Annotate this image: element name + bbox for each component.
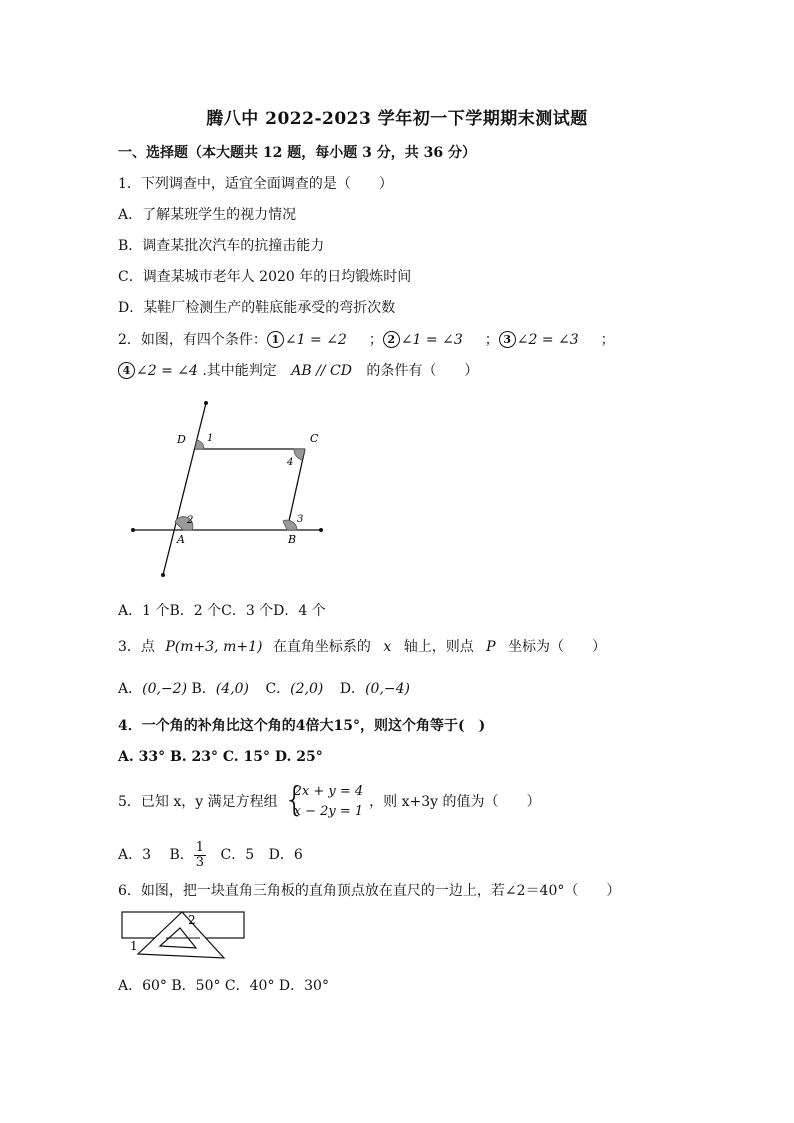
label-d: D bbox=[177, 433, 186, 446]
circled-number-2: 2 bbox=[383, 331, 400, 348]
label-a: A bbox=[177, 533, 185, 546]
q1-stem: 1．下列调查中，适宜全面调查的是（ ） bbox=[118, 176, 393, 192]
q3-c-label: C． bbox=[265, 681, 291, 697]
endpoint-dot bbox=[204, 401, 208, 405]
label-angle-1: 1 bbox=[207, 433, 214, 444]
q2-options: A．1 个B．2 个C．3 个D．4 个 bbox=[118, 603, 326, 619]
q5-stem bbox=[118, 782, 541, 822]
label-angle-3: 3 bbox=[297, 514, 304, 525]
q3-option-d: (0,−4) bbox=[365, 681, 410, 697]
q3-stem-start: 3．点 bbox=[118, 639, 155, 655]
triangle-outer bbox=[138, 912, 224, 958]
q3-d-label: D． bbox=[339, 681, 366, 697]
q3-stem bbox=[118, 637, 606, 657]
q2-stem-line1 bbox=[118, 330, 615, 350]
angle-3-mark bbox=[283, 520, 297, 530]
q3-point: P(m+3, m+1) bbox=[165, 639, 263, 655]
q5-equation-1: 2x + y = 4 bbox=[293, 784, 364, 799]
circled-number-4: 4 bbox=[118, 362, 135, 379]
q3-options bbox=[118, 679, 410, 699]
q3-option-b: (4,0) bbox=[215, 681, 249, 697]
q5-stem-start: 5．已知 x，y 满足方程组 bbox=[118, 794, 278, 810]
q2-condition-1: ∠1 = ∠2 bbox=[284, 332, 347, 348]
label-angle-2: 2 bbox=[188, 913, 196, 927]
endpoint-dot bbox=[131, 528, 135, 532]
q2-stem-end: 的条件有（ ） bbox=[366, 363, 479, 379]
q6-options: A．60° B．50° C．40° D．30° bbox=[118, 978, 329, 994]
q3-axis: x bbox=[383, 639, 392, 655]
fraction-numerator: 1 bbox=[195, 839, 205, 855]
endpoint-dot bbox=[319, 528, 323, 532]
q6-stem: 6．如图，把一块直角三角板的直角顶点放在直尺的一边上，若∠2＝40°（ ） bbox=[118, 883, 621, 899]
q4-stem: 4．一个角的补角比这个角的4倍大15°，则这个角等于( ) bbox=[118, 718, 486, 734]
q5-stem-end: ，则 x+3y 的值为（ ） bbox=[369, 794, 541, 810]
label-c: C bbox=[310, 432, 319, 445]
q5-option-c: C．5 bbox=[220, 847, 255, 863]
label-angle-2: 2 bbox=[187, 515, 194, 526]
q1-option-a: A．了解某班学生的视力情况 bbox=[118, 207, 297, 223]
q3-option-a: (0,−2) bbox=[142, 681, 188, 697]
fraction-denominator: 3 bbox=[195, 854, 205, 870]
q1-option-b: B．调查某批次汽车的抗撞击能力 bbox=[118, 238, 325, 254]
q5-equation-system: { 2x + y = 4 x − 2y = 1 bbox=[283, 780, 364, 820]
q5-option-b-fraction bbox=[194, 841, 206, 870]
q5-option-d: D．6 bbox=[268, 847, 303, 863]
q2-stem-mid: .其中能判定 bbox=[202, 363, 277, 379]
q2-separator: ； bbox=[368, 332, 383, 348]
q2-condition-3: ∠2 = ∠3 bbox=[516, 332, 579, 348]
label-angle-4: 4 bbox=[287, 457, 294, 468]
q5-options bbox=[118, 838, 303, 872]
q5-b-label: B． bbox=[169, 847, 194, 863]
q1-option-d: D．某鞋厂检测生产的鞋底能承受的弯折次数 bbox=[118, 300, 396, 316]
q5-option-a: A．3 bbox=[118, 847, 152, 863]
label-angle-1: 1 bbox=[130, 939, 138, 953]
q2-condition-4: ∠2 = ∠4 bbox=[136, 363, 198, 379]
q3-option-c: (2,0) bbox=[290, 681, 324, 697]
angle-1-mark bbox=[195, 440, 204, 449]
q5-equation-2: x − 2y = 1 bbox=[293, 804, 364, 819]
q2-separator: ； bbox=[600, 332, 615, 348]
q3-p: P bbox=[486, 639, 496, 655]
q2-parallelogram-figure bbox=[125, 395, 340, 585]
q6-ruler-triangle-figure bbox=[118, 908, 248, 966]
q3-a-label: A． bbox=[118, 681, 143, 697]
q2-separator: ； bbox=[484, 332, 499, 348]
q2-condition-2: ∠1 = ∠3 bbox=[400, 332, 463, 348]
q3-b-label: B． bbox=[191, 681, 216, 697]
endpoint-dot bbox=[161, 573, 165, 577]
circled-number-1: 1 bbox=[267, 331, 284, 348]
q1-option-c: C．调查某城市老年人 2020 年的日均锻炼时间 bbox=[118, 269, 412, 285]
exam-title: 腾八中 2022-2023 学年初一下学期期末测试题 bbox=[206, 109, 588, 129]
q2-stem-start: 2．如图，有四个条件： bbox=[118, 332, 267, 348]
q4-options: A. 33° B. 23° C. 15° D. 25° bbox=[118, 749, 323, 765]
circled-number-3: 3 bbox=[499, 331, 516, 348]
label-b: B bbox=[288, 533, 297, 546]
q3-stem-end: 坐标为（ ） bbox=[508, 639, 607, 655]
q2-target: AB // CD bbox=[291, 363, 352, 379]
q3-stem-mid2: 轴上，则点 bbox=[403, 639, 474, 655]
section-heading: 一、选择题（本大题共 12 题，每小题 3 分，共 36 分） bbox=[118, 145, 476, 161]
q2-stem-line2 bbox=[118, 361, 478, 381]
q3-stem-mid: 在直角坐标系的 bbox=[272, 639, 371, 655]
line-ad bbox=[163, 403, 206, 575]
